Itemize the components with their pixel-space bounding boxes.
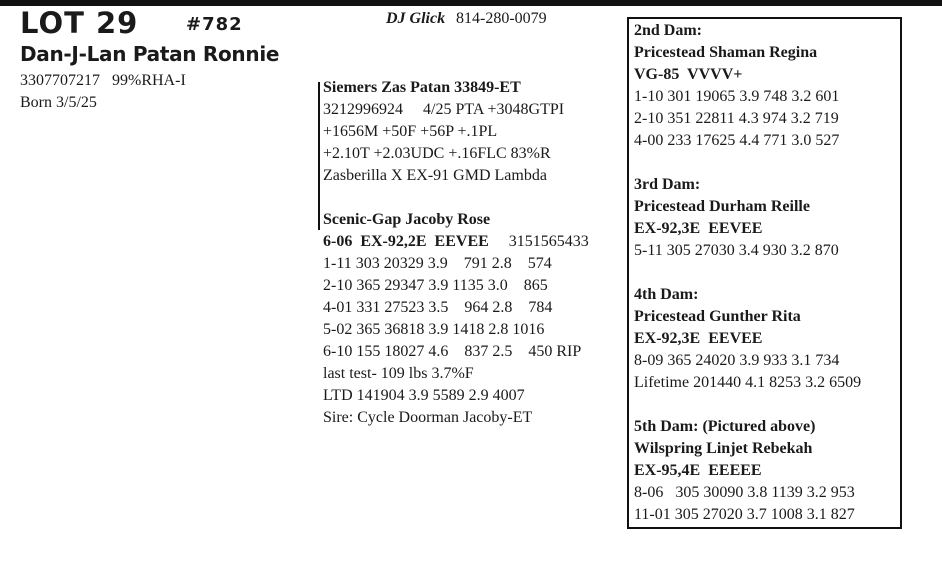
sire-line: +1656M +50F +56P +.1PL	[323, 123, 498, 140]
dam-sire: Sire: Cycle Doorman Jacoby-ET	[323, 409, 533, 426]
dam-name: Wilspring Linjet Rebekah	[634, 440, 813, 457]
sire-line: Zasberilla X EX-91 GMD Lambda	[323, 167, 547, 184]
dam-record: 8-06 305 30090 3.8 1139 3.2 953	[634, 484, 855, 501]
pedigree-middle-column	[323, 77, 623, 429]
dam-record: last test- 109 lbs 3.7%F	[323, 365, 474, 382]
animal-name: Dan-J-Lan Patan Ronnie	[20, 42, 280, 66]
dam-name: Pricestead Durham Reille	[634, 198, 810, 215]
dam-classification: EX-92,3E EEVEE	[634, 220, 763, 237]
dam-record: 1-11 303 20329 3.9 791 2.8 574	[323, 255, 552, 272]
dam-record: 2-10 351 22811 4.3 974 3.2 719	[634, 110, 839, 127]
maternal-line	[634, 20, 902, 526]
top-border	[0, 0, 942, 6]
dam-record: 2-10 365 29347 3.9 1135 3.0 865	[323, 277, 548, 294]
dam-record: 5-02 365 36818 3.9 1418 2.8 1016	[323, 321, 545, 338]
consignor-phone: 814-280-0079	[456, 10, 547, 27]
dam-name: Pricestead Gunther Rita	[634, 308, 801, 325]
dam-record: 4-01 331 27523 3.5 964 2.8 784	[323, 299, 553, 316]
sire-name: Siemers Zas Patan 33849-ET	[323, 79, 521, 96]
sire-line: 3212996924 4/25 PTA +3048GTPI	[323, 101, 565, 118]
lot-number: #782	[186, 14, 243, 35]
dam-record: 11-01 305 27020 3.7 1008 3.1 827	[634, 506, 855, 523]
dam-classification-row	[323, 231, 623, 253]
dam-registration: 3151565433	[508, 233, 589, 250]
dam-heading: 5th Dam: (Pictured above)	[634, 418, 816, 435]
dam-classification: 6-06 EX-92,2E EEVEE	[323, 233, 489, 250]
birth-date: Born 3/5/25	[20, 94, 97, 111]
dam-classification: EX-95,4E EEEEE	[634, 462, 762, 479]
sire-divider	[318, 82, 320, 230]
dam-record: 6-10 155 18027 4.6 837 2.5 450 RIP	[323, 343, 582, 360]
registration-info: 3307707217 99%RHA-I	[20, 72, 186, 89]
dam-heading: 3rd Dam:	[634, 176, 701, 193]
sire-line: +2.10T +2.03UDC +.16FLC 83%R	[323, 145, 551, 162]
dam-heading: 2nd Dam:	[634, 22, 703, 39]
dam-record: 1-10 301 19065 3.9 748 3.2 601	[634, 88, 840, 105]
dam-name: Pricestead Shaman Regina	[634, 44, 818, 61]
dam-classification: EX-92,3E EEVEE	[634, 330, 763, 347]
dam-record: 8-09 365 24020 3.9 933 3.1 734	[634, 352, 840, 369]
dam-heading: 4th Dam:	[634, 286, 699, 303]
dam-record: 5-11 305 27030 3.4 930 3.2 870	[634, 242, 839, 259]
consignor-name: DJ Glick	[386, 10, 446, 27]
dam-record: Lifetime 201440 4.1 8253 3.2 6509	[634, 374, 862, 391]
dam-record: 4-00 233 17625 4.4 771 3.0 527	[634, 132, 840, 149]
dam-classification: VG-85 VVVV+	[634, 66, 743, 83]
dam-name: Scenic-Gap Jacoby Rose	[323, 211, 491, 228]
lot-title: LOT 29	[20, 6, 139, 40]
dam-record: LTD 141904 3.9 5589 2.9 4007	[323, 387, 525, 404]
